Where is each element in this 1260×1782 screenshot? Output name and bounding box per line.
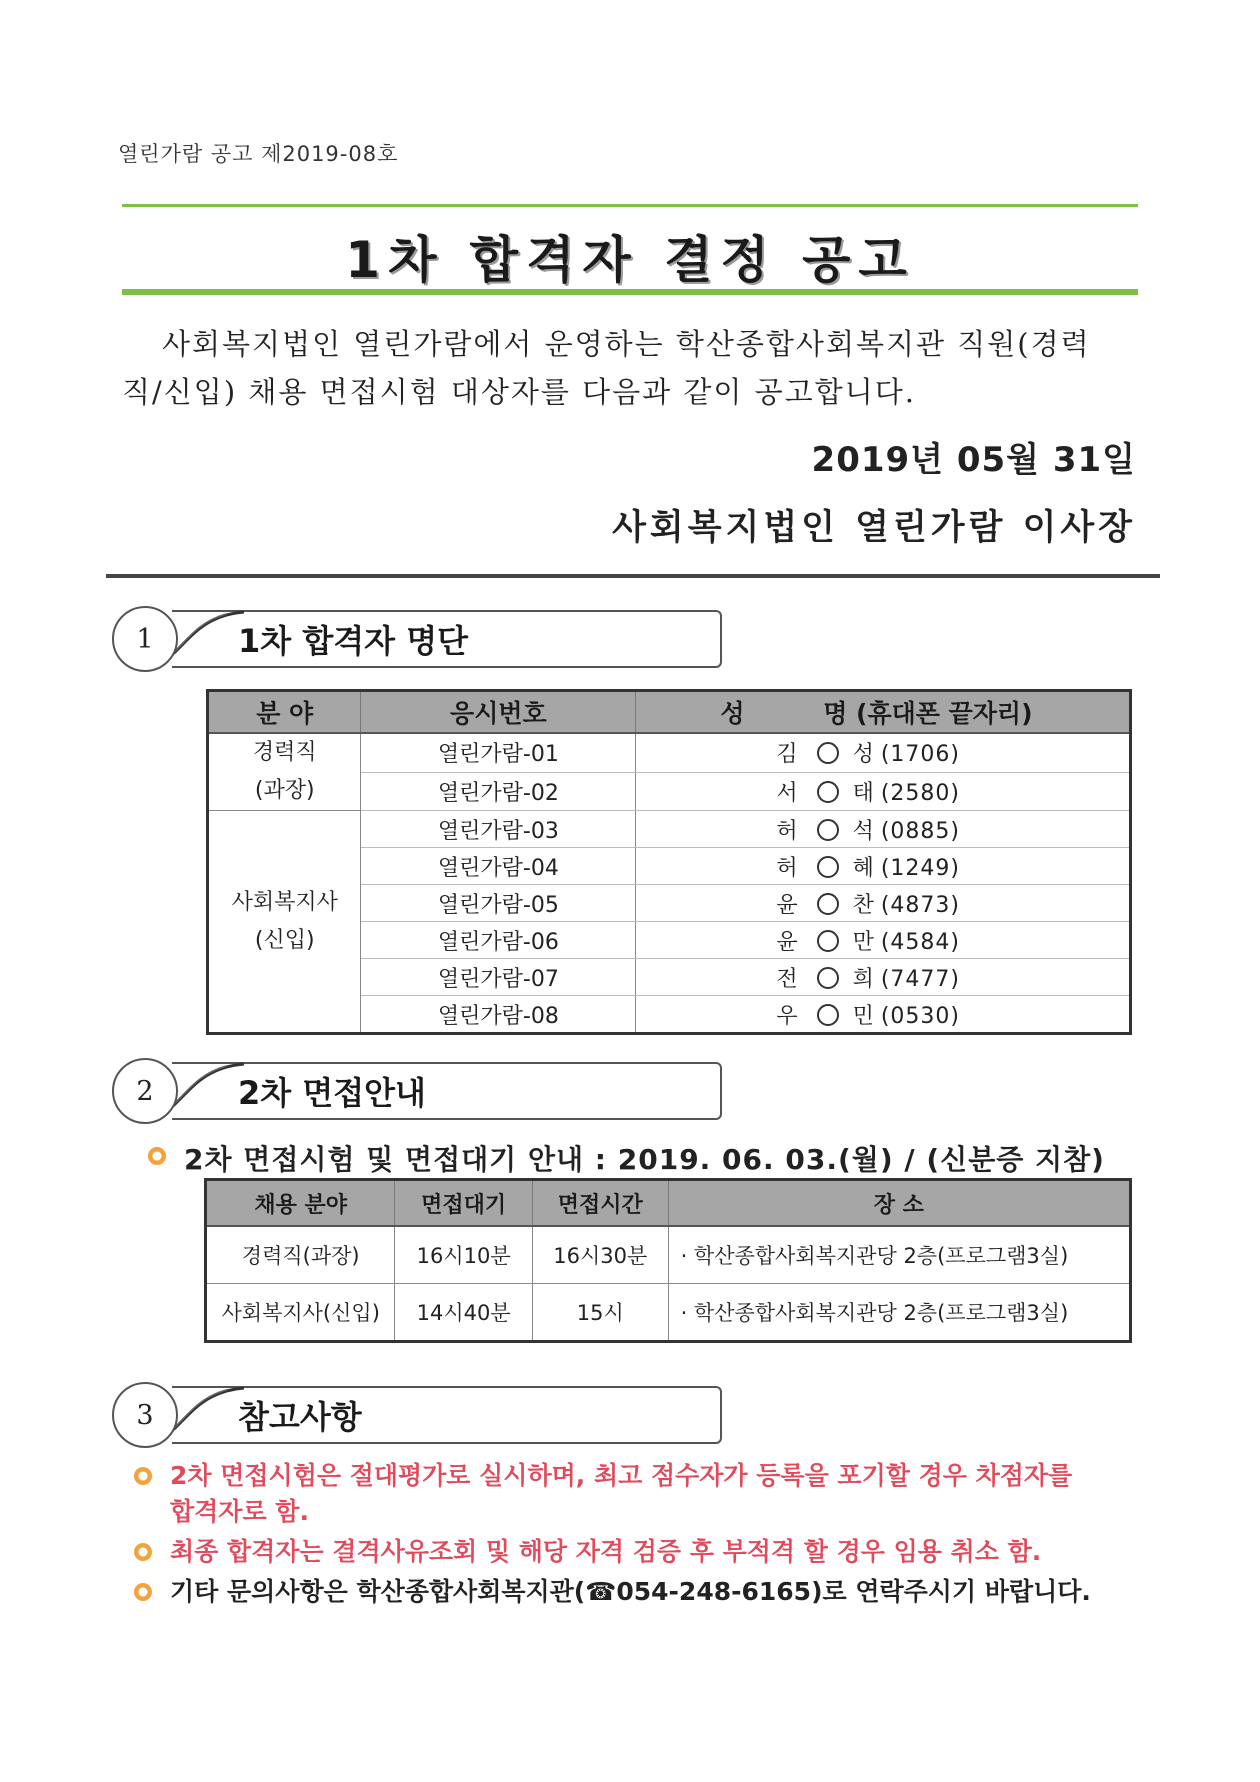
section-1-header [112, 606, 722, 668]
applicant-name: 우 민 (0530) [636, 996, 1131, 1034]
interview-field: 경력직(과장) [206, 1226, 395, 1284]
passer-table-header [208, 691, 1131, 734]
note-1-line-2: 합격자로 함. [170, 1497, 309, 1526]
table-row [206, 1226, 1131, 1284]
interview-wait: 14시40분 [395, 1284, 533, 1342]
col-number: 응시번호 [361, 691, 636, 734]
note-item [134, 1534, 1144, 1570]
field-label: 사회복지사 [231, 889, 338, 915]
applicant-number: 열린가람-02 [361, 772, 636, 811]
applicant-number: 열린가람-07 [361, 959, 636, 996]
applicant-number: 열린가람-04 [361, 848, 636, 885]
interview-notice [148, 1138, 1105, 1178]
masked-circle-icon [817, 967, 839, 989]
bullet-icon [134, 1583, 152, 1601]
passer-table [206, 689, 1132, 1035]
section-3-title: 참고사항 [238, 1398, 362, 1436]
applicant-name: 김 성 (1706) [636, 733, 1131, 772]
bullet-icon [148, 1147, 166, 1165]
applicant-number: 열린가람-05 [361, 885, 636, 922]
section-1-title: 1차 합격자 명단 [238, 622, 469, 660]
interview-time: 15시 [532, 1284, 668, 1342]
table-row [208, 733, 1131, 772]
bullet-icon [134, 1543, 152, 1561]
applicant-number: 열린가람-03 [361, 811, 636, 848]
section-2-header [112, 1058, 722, 1120]
masked-circle-icon [817, 1004, 839, 1026]
col-wait: 면접대기 [395, 1180, 533, 1227]
title-top-rule [122, 204, 1138, 207]
applicant-name: 전 희 (7477) [636, 959, 1131, 996]
bullet-icon [134, 1467, 152, 1485]
table-row [208, 811, 1131, 848]
divider [106, 574, 1160, 578]
col-place: 장 소 [668, 1180, 1130, 1227]
applicant-number: 열린가람-08 [361, 996, 636, 1034]
page-title: 1차 합격자 결정 공고 [345, 231, 915, 289]
col-field: 채용 분야 [206, 1180, 395, 1227]
section-1-number: 1 [112, 606, 178, 672]
intro-paragraph [122, 320, 1142, 416]
applicant-name: 서 태 (2580) [636, 772, 1131, 811]
note-item [134, 1458, 1144, 1530]
masked-circle-icon [817, 781, 839, 803]
notice-date: 2019년 05월 31일 [811, 440, 1136, 480]
note-3: 기타 문의사항은 학산종합사회복지관(☎054-248-6165)로 연락주시기 바랍니다. [170, 1577, 1091, 1606]
field-sublabel: (신입) [254, 927, 315, 953]
col-name-part1: 성 [720, 699, 745, 728]
note-2: 최종 합격자는 결격사유조회 및 해당 자격 검증 후 부적격 할 경우 임용 취소 함. [170, 1537, 1042, 1566]
field-cell-social-worker [208, 811, 361, 1034]
col-name [636, 691, 1131, 734]
section-2-number: 2 [112, 1058, 178, 1124]
intro-line-1: 사회복지법인 열린가람에서 운영하는 학산종합사회복지관 직원(경력 [162, 327, 1091, 361]
section-3-number: 3 [112, 1382, 178, 1448]
masked-circle-icon [817, 930, 839, 952]
section-2-title: 2차 면접안내 [238, 1074, 426, 1112]
applicant-name: 윤 만 (4584) [636, 922, 1131, 959]
interview-wait: 16시10분 [395, 1226, 533, 1284]
col-time: 면접시간 [532, 1180, 668, 1227]
applicant-name: 허 석 (0885) [636, 811, 1131, 848]
signer: 사회복지법인 열린가람 이사장 [612, 507, 1136, 548]
interview-table [204, 1178, 1132, 1343]
intro-line-2: 직/신입) 채용 면접시험 대상자를 다음과 같이 공고합니다. [122, 375, 916, 409]
field-sublabel: (과장) [254, 778, 315, 803]
interview-time: 16시30분 [532, 1226, 668, 1284]
interview-place: · 학산종합사회복지관당 2층(프로그램3실) [668, 1226, 1130, 1284]
applicant-number: 열린가람-01 [361, 733, 636, 772]
field-label: 경력직 [252, 740, 317, 765]
applicant-number: 열린가람-06 [361, 922, 636, 959]
interview-place: · 학산종합사회복지관당 2층(프로그램3실) [668, 1284, 1130, 1342]
col-name-part2: 명 (휴대폰 끝자리) [823, 699, 1033, 728]
masked-circle-icon [817, 742, 839, 764]
masked-circle-icon [817, 893, 839, 915]
interview-table-header [206, 1180, 1131, 1227]
table-row [206, 1284, 1131, 1342]
note-item [134, 1574, 1144, 1610]
reference-notes [134, 1458, 1144, 1614]
title-bottom-rule [122, 289, 1138, 295]
field-cell-experienced [208, 733, 361, 811]
applicant-name: 허 혜 (1249) [636, 848, 1131, 885]
masked-circle-icon [817, 856, 839, 878]
section-3-header [112, 1382, 722, 1444]
interview-field: 사회복지사(신입) [206, 1284, 395, 1342]
document-number: 열린가람 공고 제2019-08호 [118, 142, 399, 166]
note-1-line-1: 2차 면접시험은 절대평가로 실시하며, 최고 점수자가 등록을 포기할 경우 차점자를 [170, 1461, 1073, 1490]
col-field: 분 야 [208, 691, 361, 734]
applicant-name: 윤 찬 (4873) [636, 885, 1131, 922]
masked-circle-icon [817, 819, 839, 841]
interview-notice-text: 2차 면접시험 및 면접대기 안내 : 2019. 06. 03.(월) / (신분증 지참) [184, 1143, 1105, 1176]
